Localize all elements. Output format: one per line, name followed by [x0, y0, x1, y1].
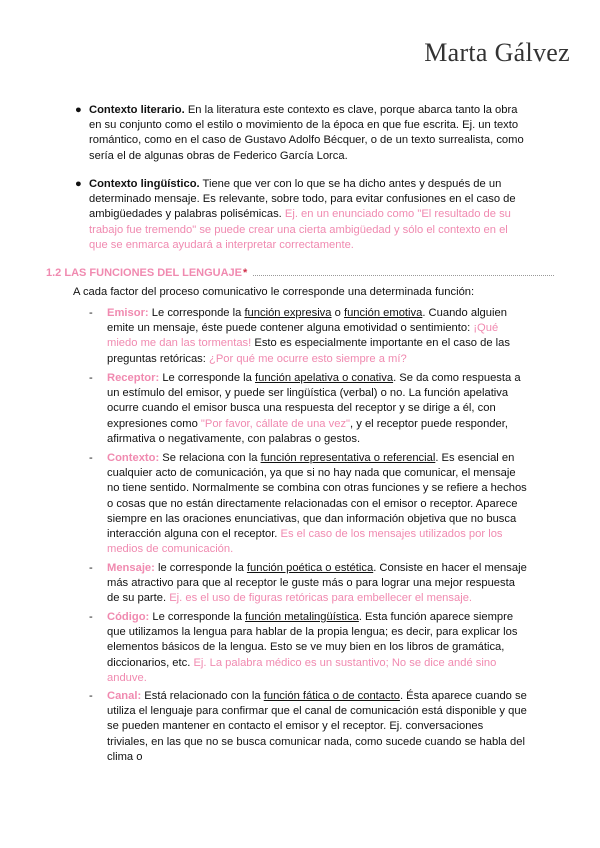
function-name: función apelativa o conativa [255, 372, 394, 384]
function-example: ¡Qué miedo me dan las tormentas! [107, 322, 499, 350]
function-item-mensaje [89, 561, 527, 607]
function-text: Le corresponde la [149, 611, 246, 623]
bullet-title: Contexto lingüístico. [89, 178, 200, 190]
dash-icon: - [89, 372, 93, 384]
function-item-contexto [89, 451, 527, 557]
bullet-contexto-linguistico [75, 177, 529, 253]
section-intro: A cada factor del proceso comunicativo le corresponde una determinada función: [73, 286, 475, 298]
function-text: . Esta función aparece siempre que utilizamos la lengua para hablar de la propia lengua; es decir, para explicar los elementos básicos de la lengua. Esto se ve muy bien en los libros de gramática, diccionarios, etc. [107, 611, 518, 669]
function-label: Emisor: [107, 307, 149, 319]
dash-icon: - [89, 562, 93, 574]
function-text: o [331, 307, 344, 319]
function-example: Ej. es el uso de figuras retóricas para embellecer el mensaje. [169, 592, 473, 605]
function-label: Receptor: [107, 372, 160, 384]
section-heading-text: 1.2 LAS FUNCIONES DEL LENGUAJE [46, 267, 242, 279]
function-text: . Ésta aparece cuando se utiliza el lenguaje para confirmar que el canal de comunicación está disponible y que se pueden mantener en contacto el emisor y el receptor. Ej. conversaciones triviales, en las que no se busca comunicar nada, como sucede cuando se habla del clima o [107, 690, 527, 763]
dash-icon: - [89, 690, 93, 702]
function-name: función emotiva [343, 307, 423, 319]
function-item-codigo [89, 610, 527, 686]
function-name: función poética o estética [246, 562, 374, 574]
function-text: , y el receptor puede responder, afirmativa o negativamente, con palabras o gestos. [107, 417, 508, 445]
function-name: función expresiva [244, 307, 332, 319]
function-text: Le corresponde la [159, 372, 255, 384]
section-heading-star: * [243, 267, 248, 279]
function-text: Está relacionado con la [141, 690, 264, 702]
function-label: Código: [107, 611, 150, 623]
function-name: función metalingüística [245, 611, 359, 623]
bullet-contexto-literario [75, 103, 529, 164]
function-example: Ej. La palabra médico es un sustantivo; No se dice andé sino anduve. [107, 656, 497, 684]
function-label: Contexto: [107, 452, 160, 464]
function-text: . Consiste en hacer el mensaje más atractivo para que al receptor le guste más o para lograr una mejor respuesta de su parte. [107, 562, 527, 605]
function-text: Se relaciona con la [159, 452, 261, 464]
dash-icon: - [89, 611, 93, 623]
function-label: Mensaje: [107, 562, 155, 574]
function-item-receptor [89, 371, 527, 447]
bullet-text: Tiene que ver con lo que se ha dicho antes y después de un determinado mensaje. Es relevante, sobre todo, para evitar confusiones en el caso de ambigüedades y palabras polisémicas. [89, 178, 516, 221]
bullet-dot-icon: ● [75, 104, 82, 116]
function-text: Esto es especialmente importante en el caso de las preguntas retóricas: [107, 337, 510, 365]
bullet-example: Ej. en un enunciado como "El resultado de su trabajo fue tremendo" se puede crear una cierta ambigüedad y sólo el contexto en el que se enmarca ayudará a interpretar correctamente. [89, 208, 511, 251]
function-item-canal [89, 689, 527, 765]
function-example: Es el caso de los mensajes utilizados por los medios de comunicación. [107, 528, 503, 556]
function-example: ¿Por qué me ocurre esto siempre a mí? [208, 352, 407, 365]
function-label: Canal: [107, 690, 142, 702]
function-name: función representativa o referencial [260, 452, 436, 464]
bullet-dot-icon: ● [75, 178, 82, 190]
function-text: le corresponde la [154, 562, 247, 574]
author-name: Marta Gálvez [424, 38, 570, 67]
function-item-emisor [89, 306, 527, 367]
function-name: función fática o de contacto [263, 690, 400, 702]
dash-icon: - [89, 452, 93, 464]
function-text: Le corresponde la [148, 307, 245, 319]
bullet-text: En la literatura este contexto es clave, porque abarca tanto la obra en su conjunto como el estilo o movimiento de la época en que fue escrita. Ej. un texto romántico, como en el caso de Gustavo Adolfo Bécquer, o de un texto surrealista, como sería el de algunas obras de Federico García Lorca. [89, 104, 524, 162]
function-example: "Por favor, cállate de una vez" [200, 417, 351, 430]
heading-dotted-leader [253, 267, 554, 276]
function-text: . Se da como respuesta a un estímulo del emisor, y puede ser lingüística (verbal) o no. La función apelativa ocurre cuando el emisor busca una respuesta del receptor y se dirige a él, con expresiones como [107, 372, 521, 430]
bullet-title: Contexto literario. [89, 104, 185, 116]
dash-icon: - [89, 307, 93, 319]
function-text: . Cuando alguien emite un mensaje, éste puede contener alguna emotividad o sentimiento: [107, 307, 507, 335]
section-heading [46, 266, 554, 281]
function-text: . Es esencial en cualquier acto de comunicación, ya que si no hay nada que comunicar, el mensaje no tiene sentido. Normalmente se combina con otras funciones y se refiere a hechos o cosas que no están directamente relacionadas con el emisor o receptor. Aparece siempre en las oraciones enunciativas, que dan información objetiva que no busca interacción alguna con el receptor. [107, 452, 527, 541]
